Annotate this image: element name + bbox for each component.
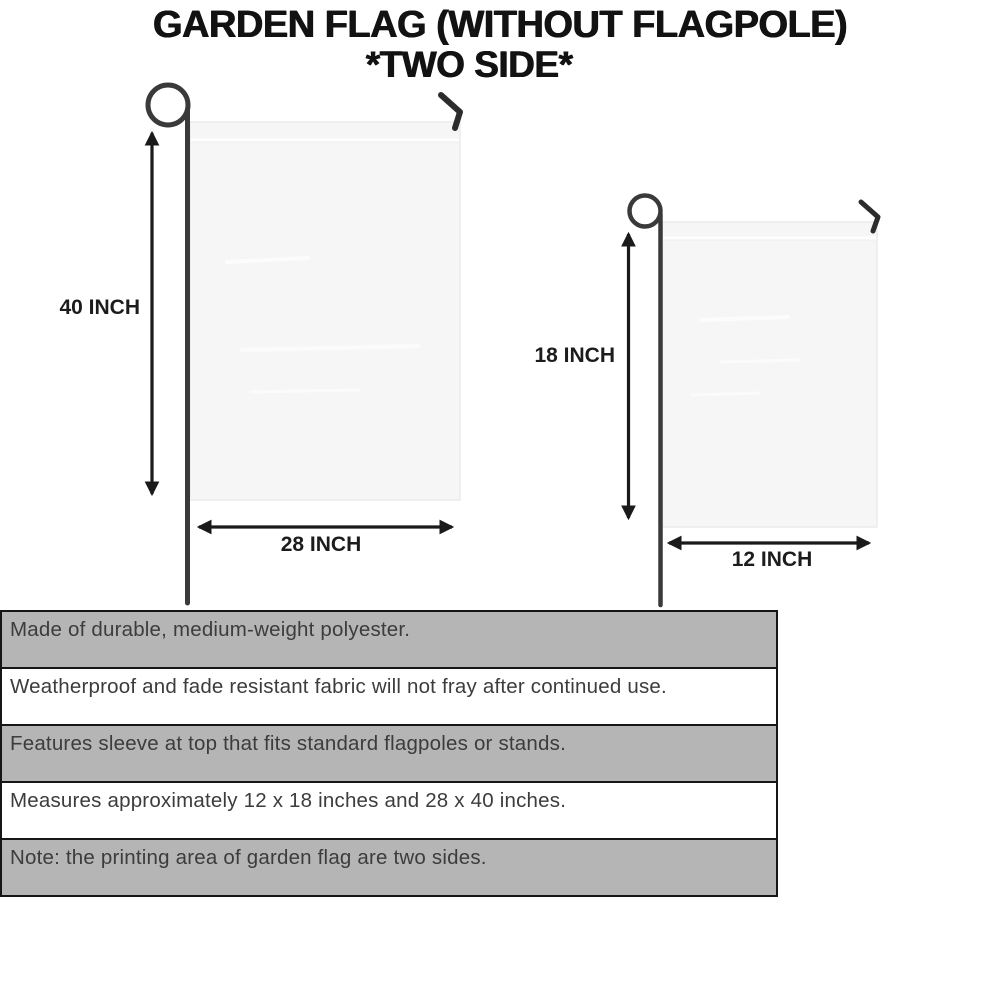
page-title-line1: GARDEN FLAG (WITHOUT FLAGPOLE) [152, 4, 848, 46]
large-flag-height-label: 40 INCH [59, 296, 140, 319]
small-flag-width-label: 12 INCH [731, 548, 813, 571]
small-flag-crease [690, 393, 760, 395]
small-flag-cloth [662, 222, 877, 527]
large-flag-cloth [190, 122, 460, 500]
large-flag-crease [250, 390, 360, 392]
small-flag-height-label: 18 INCH [534, 344, 615, 367]
large-flag-group [148, 85, 460, 603]
small-flag-group [629, 196, 879, 606]
large-flagpole-loop [148, 85, 188, 125]
feature-row-measures: Measures approximately 12 x 18 inches and 28 x 40 inches. [0, 781, 778, 840]
feature-row-weatherproof: Weatherproof and fade resistant fabric will not fray after continued use. [0, 667, 778, 726]
feature-row-sleeve: Features sleeve at top that fits standard flagpoles or stands. [0, 724, 778, 783]
feature-row-material: Made of durable, medium-weight polyester. [0, 610, 778, 669]
small-flag-crease [720, 360, 800, 362]
large-flag-width-label: 28 INCH [280, 533, 362, 556]
small-flagpole-loop [630, 196, 661, 227]
page-title-line2: *TWO SIDE* [365, 44, 573, 85]
features-table [0, 610, 778, 897]
feature-row-note: Note: the printing area of garden flag are two sides. [0, 838, 778, 897]
